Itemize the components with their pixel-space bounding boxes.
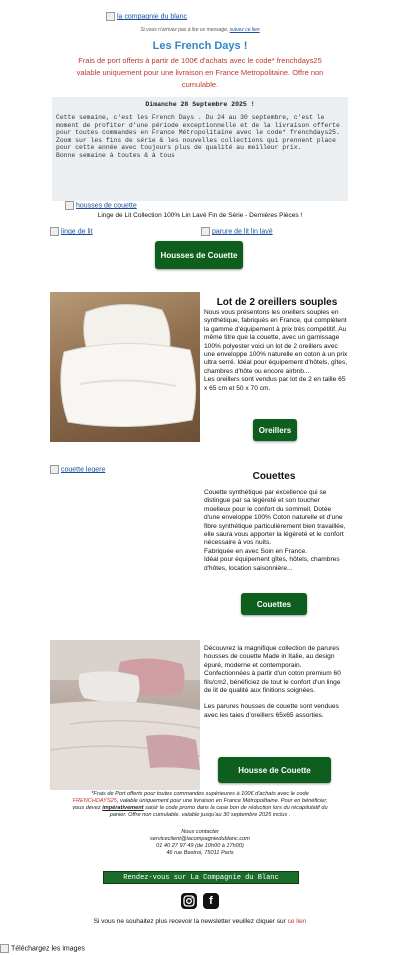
- message-body: Cette semaine, c'est les French Days . Du 24 au 30 septembre, c'est le moment de profiter d'une période exceptionnelle et de la livraison offerte pour toutes commandes en France Métropolitaine avec le code* frenchdays25. Zoom sur les fins de série & les nouvelles collections qui prennent place pour cette année avec toujours plus de qualité au meilleur prix.: [56, 114, 340, 152]
- pillows-description: Nous vous présentons les oreillers souples en synthétique, fabriqués en France, qui complètent la gamme d'équipement à prix très compétitif. Au même titre que la couette, avec un garnissage 100% polyester voici un lot de 2 oreillers avec une enveloppe 100% naturelle en coton à un prix ultra serré. Idéal pour équipement d'hôtels, gîtes, chambres d'hôte ou encore airbnb... Les oreillers sont vendus par lot de 2 en taille 65 x 65 cm et 50 x 70 cm.: [204, 309, 348, 392]
- contact-title: Nous contacter: [181, 829, 219, 835]
- broken-image-icon: [65, 201, 74, 210]
- facebook-link[interactable]: [203, 893, 219, 909]
- promo-terms: *Frais de Port offerts pour toutes commandes supérieures à 100€ d'achats avec le code FRENCHDAYS25, valable uniquement pour une livraison en France Métropolitaine. Pour en bénéficier, vous devez impérativement saisir le code promo dans la case bon de réduction lors du récapitulatif du panier. Offre non cumulable. valable jusqu'au 30 septembre 2025 inclus .: [72, 791, 328, 818]
- linen-image-right[interactable]: parure de lit lin lavé: [201, 227, 273, 236]
- pillows-title: Lot de 2 oreillers souples: [216, 297, 338, 308]
- duvet-covers-description: Découvrez la magnifique collection de parures housses de couette Made in Italie, au design épuré, moderne et contemporain. Confectionnées à partir d'un coton premium 60 fils/cm2, bénéficiez de tout le confort d'un linge de lit de qualité aux finitions soignées. Les parures housses de couette sont vendues avec les taies d'oreillers 65x65 assorties.: [204, 645, 341, 719]
- facebook-icon: f: [209, 895, 213, 907]
- linen-caption: Linge de Lit Collection 100% Lin Lavé Fin de Série - Dernières Pièces !: [97, 212, 303, 219]
- message-signoff: Bonne semaine à toutes & à tous: [56, 151, 175, 159]
- contact-address: 46 rue Bastroi, 75011 Paris: [166, 850, 234, 856]
- duvets-button[interactable]: Couettes: [241, 593, 307, 615]
- promo-text: Frais de port offerts à partir de 100€ d'achats avec le code* frenchdays25 valable uniquement pour une livraison en France Metropolitaine. Offre non cumulable.: [76, 56, 324, 89]
- broken-image-icon: [0, 944, 9, 953]
- unsubscribe-notice: Si vous ne souhaitez plus recevoir la newsletter veuillez cliquer sur ce lien: [93, 918, 307, 925]
- linen-image-left[interactable]: linge de lit: [50, 227, 93, 236]
- message-box: [52, 97, 348, 201]
- duvet-description: Couette synthétique par excellence qui se distingue par sa légèreté et son toucher moelleux pour le confort du sommeil. Dotée d'une enveloppe 100% Coton naturelle et d'une fibre synthétique particulièrement bien travaillée, elle saura vous apporter la légèreté et le confort nécessaire à vos nuits. Fabriquée en avec Soin en France. Idéal pour équipement gîtes, hôtels, chambres d'hôtes, location saisonnière...: [204, 489, 346, 572]
- instagram-icon: [183, 895, 195, 907]
- broken-image-icon: [50, 227, 59, 236]
- broken-image-icon: [201, 227, 210, 236]
- visit-site-button[interactable]: Rendez-vous sur La Compagnie du Blanc: [103, 871, 299, 884]
- duvet-cover-button[interactable]: Housse de Couette: [218, 757, 331, 783]
- duvet-covers-button[interactable]: Housses de Couette: [155, 241, 243, 269]
- pillows-button[interactable]: Oreillers: [253, 419, 297, 441]
- contact-phone: 01 40 27 97 49 (de 10h00 à 17h00): [156, 843, 244, 849]
- broken-image-icon: [50, 465, 59, 474]
- view-in-browser-notice: Si vous n'arrivez pas à lire ce message, suivez ce lien: [140, 27, 260, 33]
- duvet-title: Couettes: [252, 471, 296, 482]
- bed-illustration: [50, 640, 200, 790]
- view-in-browser-link[interactable]: suivez ce lien: [229, 27, 260, 33]
- pillows-illustration: [50, 292, 200, 442]
- unsubscribe-link[interactable]: ce lien: [287, 918, 307, 925]
- contact-block: [0, 829, 400, 857]
- linen-header-image[interactable]: housses de couette: [65, 201, 137, 210]
- duvet-image[interactable]: couette legere: [50, 465, 105, 474]
- message-date: Dimanche 28 Septembre 2025 !: [145, 101, 255, 108]
- broken-image-icon: [106, 12, 115, 21]
- download-images[interactable]: Téléchargez les images: [0, 944, 85, 953]
- logo-image[interactable]: la compagnie du blanc: [106, 12, 187, 21]
- contact-email[interactable]: serviceclient@lacompagniedublanc.com: [150, 836, 250, 842]
- instagram-link[interactable]: [181, 893, 197, 909]
- pillows-photo[interactable]: [50, 292, 200, 442]
- duvet-covers-photo[interactable]: [50, 640, 200, 790]
- hero-title: Les French Days !: [152, 40, 248, 52]
- promo-code: FRENCHDAYS25: [72, 798, 117, 804]
